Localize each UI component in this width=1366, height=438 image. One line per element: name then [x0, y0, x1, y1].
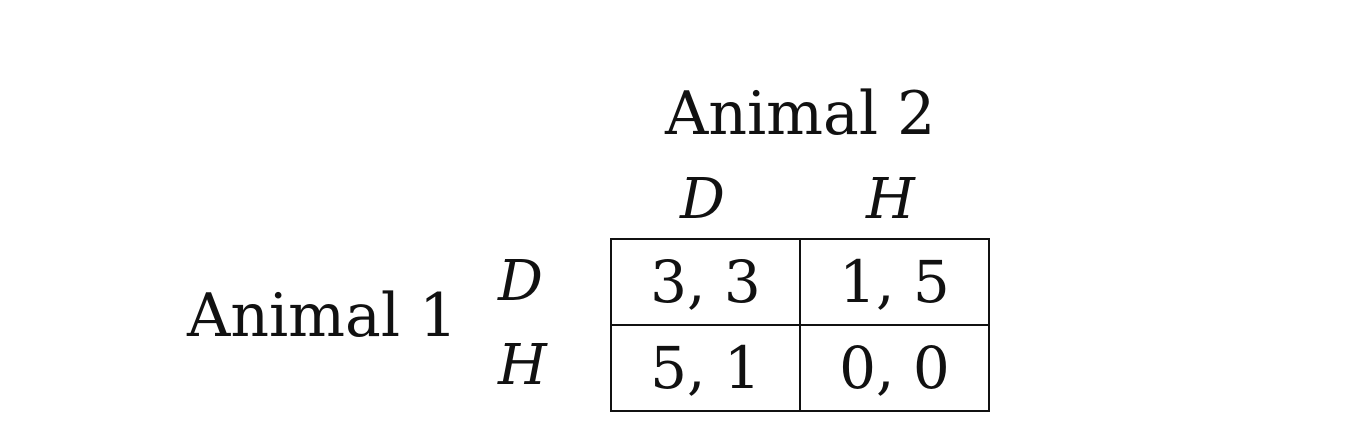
payoff-row-h	[611, 325, 989, 411]
payoff-row-d	[611, 239, 989, 325]
payoff-cell-hd: 5, 1	[611, 325, 800, 411]
column-strategy-d: D	[680, 167, 725, 232]
column-strategy-h: H	[866, 167, 915, 232]
payoff-cell-hh: 0, 0	[800, 325, 989, 411]
payoff-matrix	[610, 238, 990, 412]
row-player-label: Animal 1	[187, 281, 458, 351]
payoff-cell-dd: 3, 3	[611, 239, 800, 325]
column-player-label: Animal 2	[665, 79, 936, 149]
payoff-cell-dh: 1, 5	[800, 239, 989, 325]
row-strategy-h: H	[498, 333, 547, 398]
row-strategy-d: D	[498, 249, 543, 314]
